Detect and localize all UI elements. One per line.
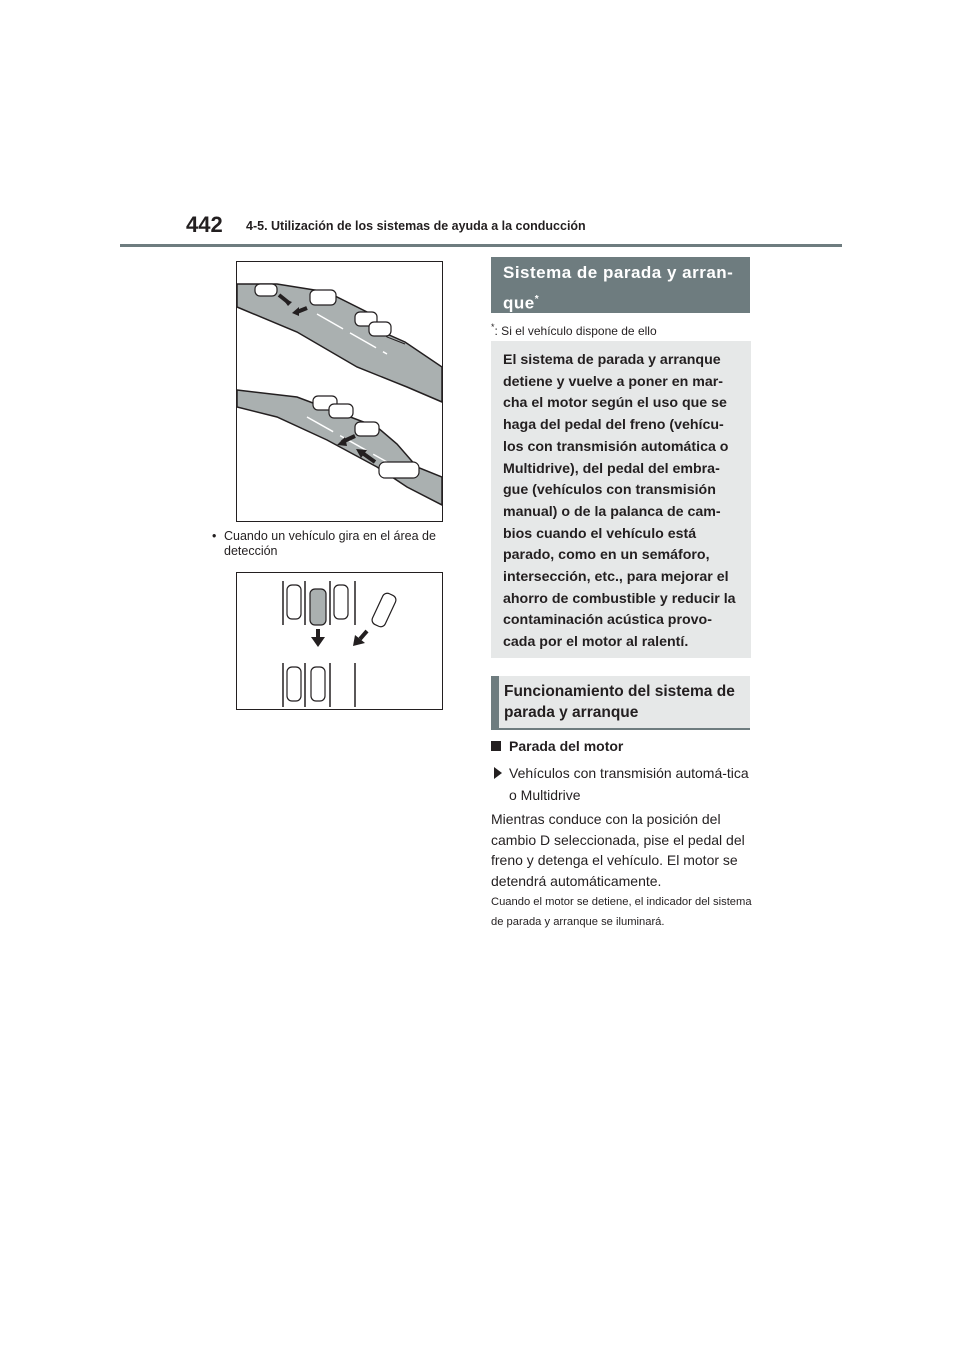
- subsubsection-automatic: [491, 762, 753, 806]
- parking-lot-drawing: [237, 573, 442, 709]
- footnote-mark: *: [491, 322, 495, 332]
- subsection-text: Parada del motor: [509, 738, 624, 754]
- caption-bullet: •: [212, 529, 217, 543]
- subsubsection-text: Vehículos con transmisión automá-tica o Multidrive: [509, 765, 749, 803]
- road-traffic-illustration: [236, 261, 443, 522]
- intro-box: El sistema de parada y arranque detiene y vuelve a poner en mar-cha el motor según el uso que se haga del pedal del freno (vehícu-los con transmisión automática o Multidrive), del pedal del embra-gue (vehículos con transmisión manual) o de la palanca de cam-bios cuando el vehículo está parado, como en un semáforo, intersección, etc., para mejorar el ahorro de combustible y reducir la contaminación acústica provo-cada por el motor al ralentí.: [491, 341, 751, 658]
- footnote-text: : Si el vehículo dispone de ello: [494, 324, 657, 338]
- road-traffic-drawing: [237, 262, 442, 521]
- subsection-engine-stop: [491, 738, 623, 754]
- triangle-bullet-icon: [494, 767, 502, 779]
- section-heading-stop-start: [491, 257, 750, 313]
- heading-main-text: Sistema de parada y arran-que: [503, 263, 734, 313]
- parking-lot-illustration: [236, 572, 443, 710]
- page-number: 442: [186, 212, 223, 237]
- footnote: [491, 322, 657, 338]
- heading-asterisk: *: [534, 294, 540, 305]
- header-rule: [120, 244, 842, 247]
- section-title: 4-5. Utilización de los sistemas de ayuda a la conducción: [246, 219, 586, 233]
- body-paragraph: Mientras conduce con la posición del cambio D seleccionada, pise el pedal del freno y detenga el vehículo. El motor se detendrá automáticamente.: [491, 811, 745, 889]
- note-paragraph: Cuando el motor se detiene, el indicador del sistema de parada y arranque se iluminará.: [491, 896, 752, 928]
- subheading-operation: [491, 676, 750, 730]
- square-bullet-icon: [491, 741, 501, 751]
- figure-caption: [212, 529, 448, 559]
- heading-accent-bar: [491, 676, 499, 728]
- caption-text: Cuando un vehículo gira en el área de detección: [224, 529, 436, 558]
- subheading-text: Funcionamiento del sistema de parada y arranque: [504, 683, 735, 721]
